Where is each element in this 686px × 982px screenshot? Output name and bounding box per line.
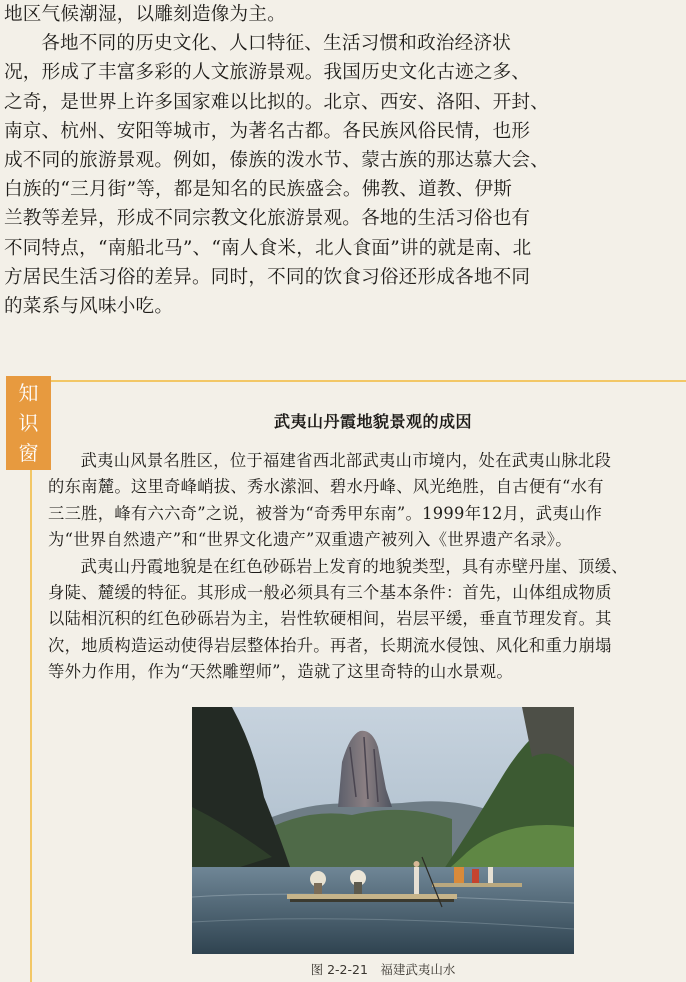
body-line: 之奇，是世界上许多国家难以比拟的。北京、西安、洛阳、开封、	[4, 91, 550, 113]
main-text	[4, 0, 674, 321]
knowledge-window-line: 以陆相沉积的红色砂砾岩为主，岩性软硬相间，岩层平缓，垂直节理发育。其	[48, 609, 612, 629]
knowledge-window-line: 等外力作用，作为“天然雕塑师”，造就了这里奇特的山水景观。	[48, 662, 513, 682]
knowledge-window-line: 武夷山风景名胜区，位于福建省西北部武夷山市境内，处在武夷山脉北段	[80, 451, 612, 470]
knowledge-window-top-rule	[30, 380, 686, 382]
wuyishan-landscape-photo	[192, 707, 574, 954]
knowledge-window-left-rule	[30, 380, 32, 982]
tag-char: 识	[18, 411, 39, 435]
knowledge-window-body	[48, 448, 680, 686]
body-line: 白族的“三月街”等，都是知名的民族盛会。佛教、道教、伊斯	[4, 179, 513, 201]
tag-char: 知	[18, 381, 39, 405]
knowledge-window-line: 身陡、麓缓的特征。其形成一般必须具有三个基本条件：首先，山体组成物质	[48, 583, 612, 603]
body-line: 方居民生活习俗的差异。同时，不同的饮食习俗还形成各地不同	[4, 266, 531, 288]
body-line: 兰教等差异，形成不同宗教文化旅游景观。各地的生活习俗也有	[4, 208, 531, 230]
figure-caption: 图 2-2-21 福建武夷山水	[310, 962, 456, 977]
knowledge-window-line: 武夷山丹霞地貌是在红色砂砾岩上发育的地貌类型，具有赤壁丹崖、顶缓、	[80, 556, 628, 576]
body-line: 成不同的旅游景观。例如，傣族的泼水节、蒙古族的那达慕大会、	[4, 150, 550, 172]
knowledge-window-line: 三三胜，峰有六六奇”之说，被誉为“奇秀甲东南”。1999年12月，武夷山作	[48, 503, 603, 523]
body-line: 南京、杭州、安阳等城市，为著名古都。各民族风俗民情，也形	[4, 120, 531, 142]
tag-char: 窗	[18, 441, 39, 465]
knowledge-window-line: 的东南麓。这里奇峰峭拔、秀水潆洄、碧水丹峰、风光绝胜，自古便有“水有	[48, 477, 604, 497]
knowledge-window-title: 武夷山丹霞地貌景观的成因	[273, 412, 472, 431]
body-line: 地区气候潮湿，以雕刻造像为主。	[4, 4, 286, 25]
knowledge-window-tag	[6, 376, 51, 470]
body-line: 况，形成了丰富多彩的人文旅游景观。我国历史文化古迹之多、	[4, 62, 531, 84]
body-line: 各地不同的历史文化、人口特征、生活习惯和政治经济状	[41, 33, 512, 55]
body-line: 不同特点，“南船北马”、“南人食米，北人食面”讲的就是南、北	[4, 237, 532, 259]
knowledge-window-line: 次，地质构造运动使得岩层整体抬升。再者，长期流水侵蚀、风化和重力崩塌	[48, 635, 612, 655]
body-line: 的菜系与风味小吃。	[4, 296, 174, 318]
knowledge-window-line: 为“世界自然遗产”和“世界文化遗产”双重遗产被列入《世界遗产名录》。	[48, 530, 572, 550]
